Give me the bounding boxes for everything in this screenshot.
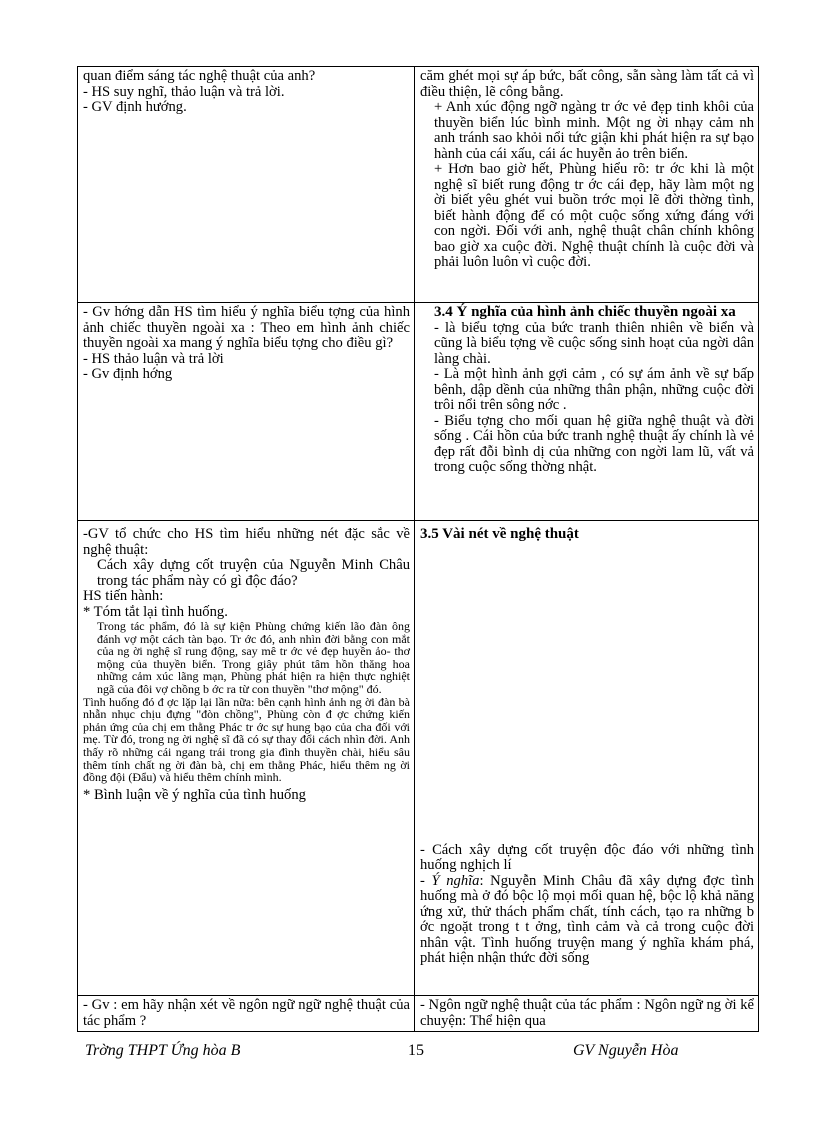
paragraph: -GV tổ chức cho HS tìm hiểu những nét đặc sắc về nghệ thuật: <box>83 526 410 558</box>
paragraph: + Hơn bao giờ hết, Phùng hiểu rõ: tr ớc khi là một nghệ sĩ biết rung động tr ớc cái đẹp, hãy làm một ng ời biết yêu ghét vui buồn trớc mọi lẽ đời thờng tình, biết hành động để có một cuộc sống xứng đáng với con ngời. Đối với anh, nghệ thuật chân chính không bao giờ xa cuộc đời. Nghệ thuật chính là cuộc đời và phải luôn luôn vì cuộc đời. <box>434 161 754 270</box>
teacher-activity-cell <box>78 303 415 521</box>
page-number: 15 <box>408 1042 424 1059</box>
table-row <box>78 67 759 303</box>
paragraph: - Cách xây dựng cốt truyện độc đáo với những tình huống nghịch lí <box>420 841 754 873</box>
summary-paragraph: Tình huống đó đ ợc lặp lại lần nữa: bên cạnh hình ảnh ng ời đàn bà nhẫn nhục chịu đựng "đòn chồng", Phùng còn đ ợc chứng kiến phản ứng của chị em thằng Phác tr ớc sự hung bạo của cha đối với mẹ. Từ đó, trong ng ời nghệ sĩ đã có sự thay đổi cách nhìn đời. Anh thấy rõ những cái ngang trái trong gia đình thuyền chài, hiểu sâu thêm tính chất ng ời đàn bà, chị em thằng Phác, hiểu thêm ng ời đồng đội (Đẩu) và hiểu thêm chính mình. <box>83 694 410 785</box>
paragraph: - Gv hớng dẫn HS tìm hiểu ý nghĩa biểu tợng của hình ảnh chiếc thuyền ngoài xa : Theo em hình ảnh chiếc thuyền ngoài xa mang ý nghĩa biểu tợng cho điều gì? <box>83 304 410 351</box>
paragraph: - Là một hình ảnh gợi cảm , có sự ám ảnh về sự bấp bênh, dập dềnh của những thân phận, những cuộc đời trôi nổi trên sông nớc . <box>434 366 754 413</box>
lesson-plan-table <box>77 66 759 1032</box>
emphasis-label: - Ý nghĩa <box>420 872 480 889</box>
paragraph: + Anh xúc động ngỡ ngàng tr ớc vẻ đẹp tinh khôi của thuyền biển lúc bình minh. Một ng ời nhạy cảm nh anh tránh sao khỏi nổi tức giận khi phát hiện ra sự bạo hành của cái xấu, cái ác huyễn ảo trên biển. <box>434 99 754 162</box>
text-line: - Gv định hớng <box>83 366 173 382</box>
content-cell <box>415 996 759 1032</box>
table-row <box>78 521 759 996</box>
summary-paragraph: Trong tác phẩm, đó là sự kiện Phùng chứng kiến lão đàn ông đánh vợ một cách tàn bạo. Tr ớc đó, anh nhìn đời bằng con mắt của ng ời nghệ sĩ rung động, say mê tr ớc vẻ đẹp huyền ảo- thơ mộng của thuyền biển. Trong giây phút tâm hồn thăng hoa những cảm xúc lãng mạn, Phùng phát hiện ra hiện thực nghiệt ngã của đôi vợ chồng b ớc ra từ con thuyền "thơ mộng" đó. <box>97 619 410 696</box>
text-line: * Bình luận về ý nghĩa của tình huống <box>83 786 306 803</box>
paragraph: - Biểu tợng cho mối quan hệ giữa nghệ thuật và đời sống . Cái hồn của bức tranh nghệ thuật ấy chính là vẻ đẹp rất đỗi bình dị của những con ngời lam lũ, vất vả trong cuộc sống thờng nhật. <box>434 412 754 475</box>
paragraph: - là biểu tợng của bức tranh thiên nhiên về biển và cũng là biểu tợng về cuộc sống sinh hoạt của ngời dân làng chài. <box>434 319 754 367</box>
paragraph: - Ngôn ngữ nghệ thuật của tác phẩm : Ngôn ngữ ng ời kể chuyện: Thể hiện qua <box>420 997 754 1029</box>
content-cell <box>415 67 759 303</box>
paragraph: - Gv : em hãy nhận xét về ngôn ngữ ngữ nghệ thuật của tác phẩm ? <box>83 997 410 1029</box>
text-line: * Tóm tắt lại tình huống. <box>83 603 228 620</box>
text-line: HS tiến hành: <box>83 588 164 604</box>
paragraph: căm ghét mọi sự áp bức, bất công, sẵn sàng làm tất cả vì điều thiện, lẽ công bằng. <box>420 68 754 100</box>
table-row <box>78 996 759 1032</box>
lesson-plan-sheet <box>77 66 758 1032</box>
teacher-activity-cell <box>78 996 415 1032</box>
table-row <box>78 303 759 521</box>
section-heading: 3.5 Vài nét về nghệ thuật <box>420 526 579 542</box>
teacher-activity-cell <box>78 521 415 996</box>
text-line: quan điểm sáng tác nghệ thuật của anh? <box>83 68 316 84</box>
section-heading: 3.4 Ý nghĩa của hình ảnh chiếc thuyền ngoài xa <box>434 304 736 320</box>
teacher-activity-cell <box>78 67 415 303</box>
content-cell <box>415 303 759 521</box>
school-name: Trờng THPT Ứng hòa B <box>85 1042 241 1059</box>
text-line: - HS suy nghĩ, thảo luận và trả lời. <box>83 83 285 100</box>
blank-space <box>420 543 754 843</box>
text-line: - GV định hướng. <box>83 99 187 115</box>
question: Cách xây dựng cốt truyện của Nguyễn Minh Châu trong tác phẩm này có gì độc đáo? <box>97 557 410 589</box>
content-cell <box>415 521 759 996</box>
paragraph-text: : Nguyễn Minh Châu đã xây dựng đợc tình huống mà ở đó bộc lộ mọi mối quan hệ, bộc lộ khả năng ứng xử, thử thách phẩm chất, tính cách, tạo ra những b ớc ngoặt trong t t ởng, tình cảm và cả trong cuộc đời nhân vật. Tình huống truyện mang ý nghĩa khám phá, phát hiện nhận thức đời sống <box>420 872 754 966</box>
text-line: - HS thảo luận và trả lời <box>83 350 224 367</box>
teacher-name: GV Nguyễn Hòa <box>573 1042 679 1059</box>
page-footer <box>77 1042 758 1066</box>
paragraph <box>420 874 754 967</box>
